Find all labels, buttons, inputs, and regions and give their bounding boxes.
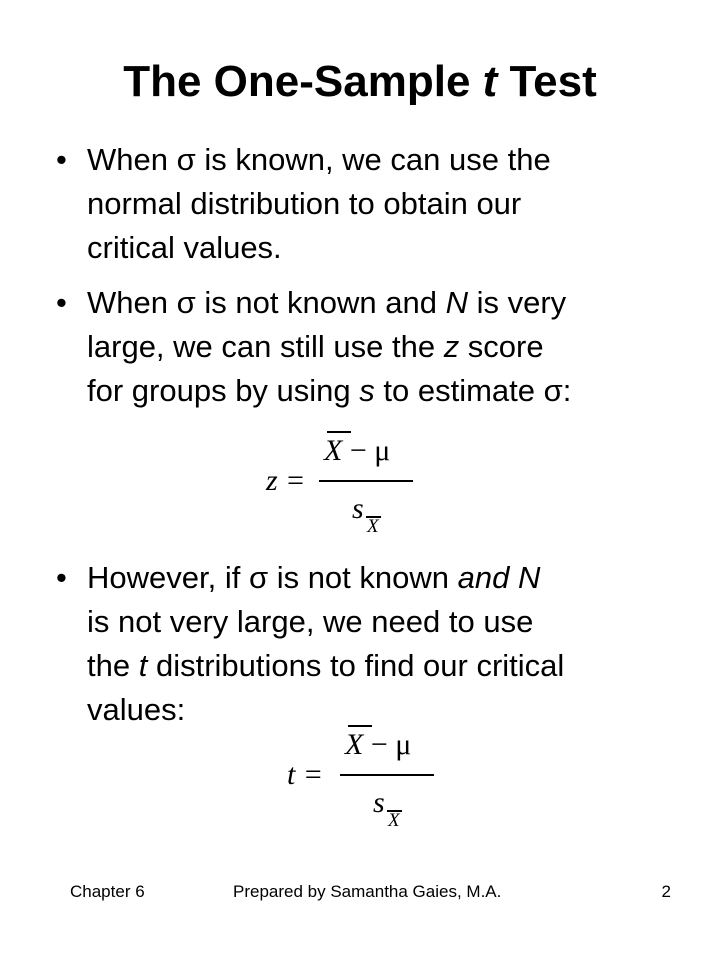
formula-lhs: t = <box>287 758 324 791</box>
bullet-line: normal distribution to obtain our <box>87 186 522 221</box>
bullet-dot: • <box>56 560 67 595</box>
bullet-line: critical values. <box>87 230 282 265</box>
formula-lhs: z = <box>266 464 306 497</box>
fraction-bar <box>319 480 413 482</box>
bullet-item <box>56 556 676 732</box>
formula-denominator: s <box>352 492 364 525</box>
bullet-line: the t distributions to find our critical <box>87 648 565 683</box>
footer-chapter: Chapter 6 <box>70 882 145 901</box>
bullet-dot: • <box>56 142 67 177</box>
mean-overbar <box>327 431 351 433</box>
bullet-line: When σ is not known and N is very <box>87 285 567 320</box>
bullet-item <box>56 281 676 413</box>
bullet-line: for groups by using s to estimate σ: <box>87 373 572 408</box>
slide-title: The One-Sample t Test <box>123 57 597 106</box>
bullet-line: is not very large, we need to use <box>87 604 534 639</box>
bullet-line: When σ is known, we can use the <box>87 142 551 177</box>
footer-author: Prepared by Samantha Gaies, M.A. <box>233 882 502 901</box>
footer-page-number: 2 <box>661 882 671 901</box>
t-score-formula <box>287 722 447 837</box>
bullet-line: However, if σ is not known and N <box>87 560 541 595</box>
formula-numerator: X − μ <box>345 728 412 761</box>
formula-subscript: X <box>367 516 379 537</box>
formula-numerator: X − μ <box>324 434 391 467</box>
formula-subscript: X <box>388 810 400 831</box>
fraction-bar <box>340 774 434 776</box>
bullet-item <box>56 138 676 270</box>
mean-overbar <box>348 725 372 727</box>
bullet-line: values: <box>87 692 186 727</box>
bullet-line: large, we can still use the z score <box>87 329 544 364</box>
z-score-formula <box>266 428 426 543</box>
formula-denominator: s <box>373 786 385 819</box>
bullet-dot: • <box>56 285 67 320</box>
